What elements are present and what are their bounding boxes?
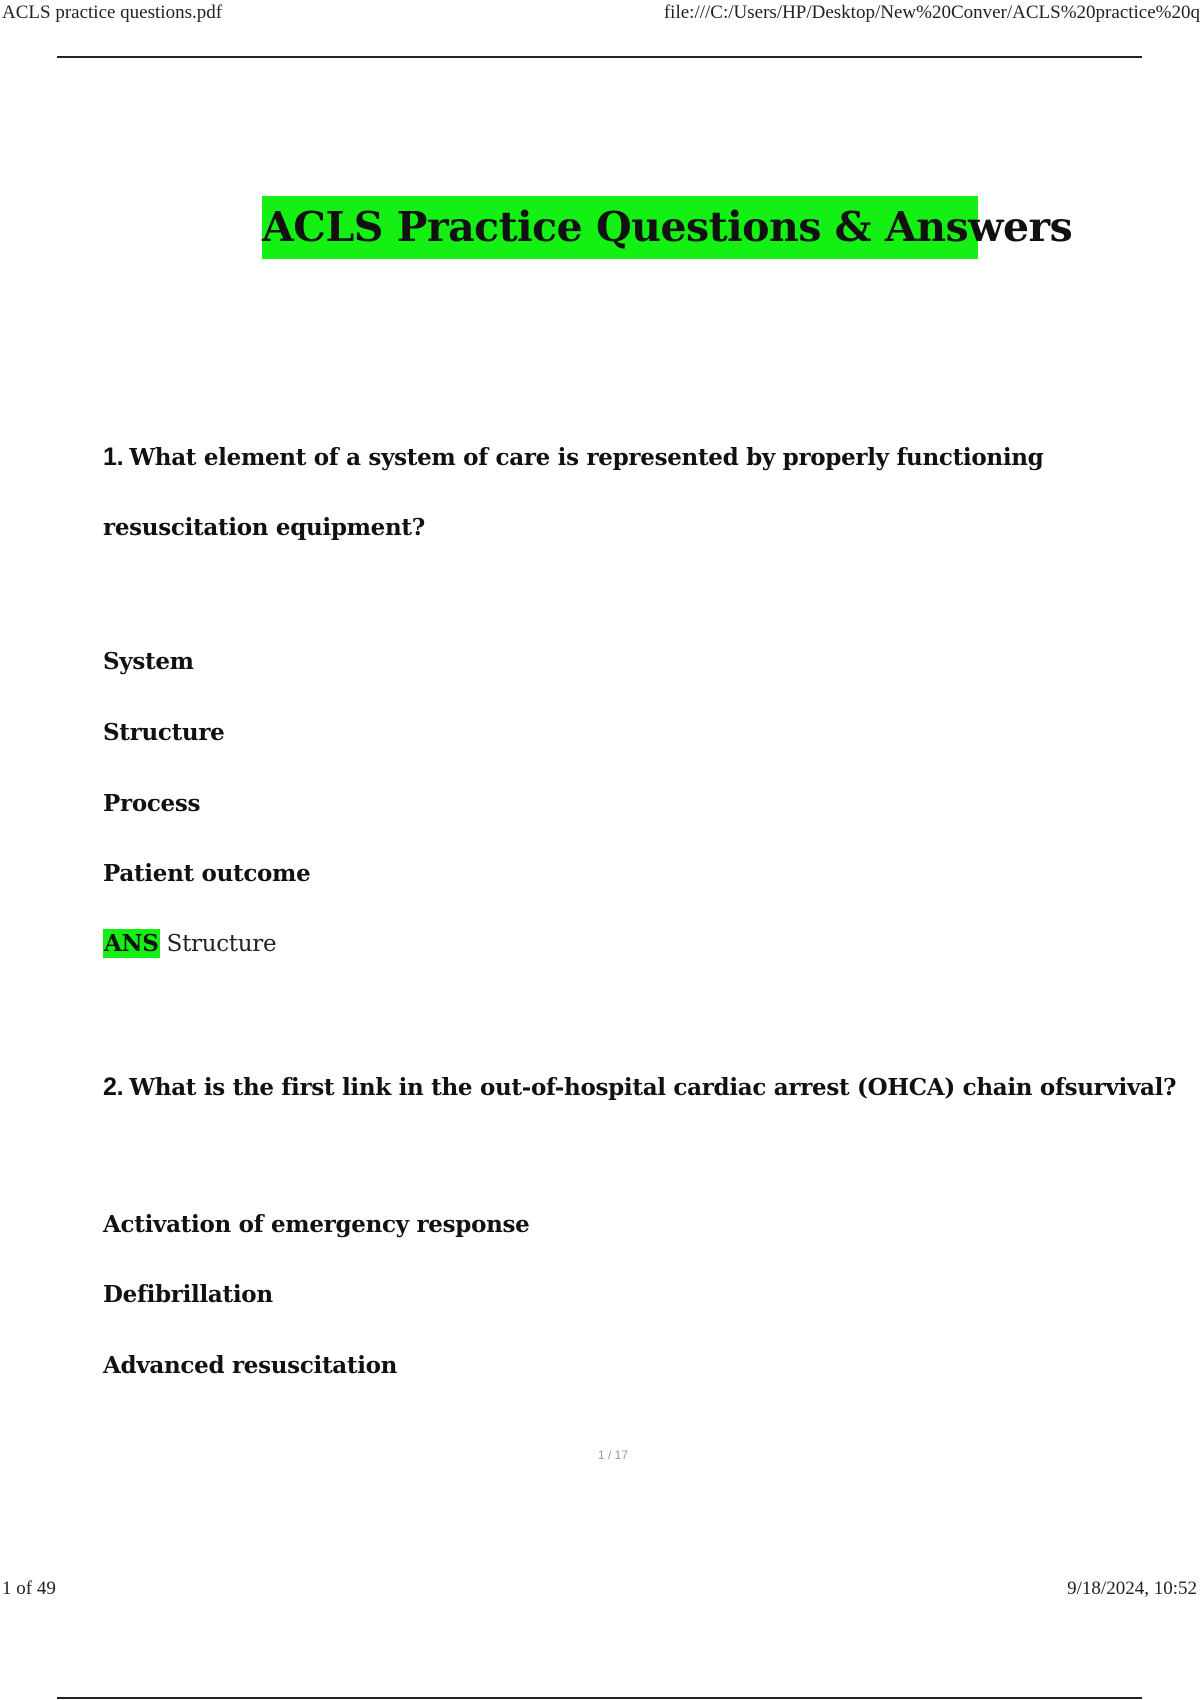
question-2 — [103, 1073, 1176, 1102]
question-1-answer — [103, 930, 276, 958]
question-2-option: Advanced resuscitation — [103, 1352, 398, 1379]
print-header-document-name: ACLS practice questions.pdf — [2, 2, 223, 23]
bottom-divider — [57, 1697, 1142, 1699]
print-header — [0, 0, 1200, 26]
print-footer-page-count: 1 of 49 — [2, 1578, 56, 1599]
page-indicator: 1 / 17 — [597, 1448, 629, 1462]
document-title: ACLS Practice Questions & Answers — [262, 196, 978, 259]
question-1-text-line1: What element of a system of care is represented by properly functioning — [129, 444, 1044, 471]
print-header-file-path: file:///C:/Users/HP/Desktop/New%20Conver/ACLS%20practice%20q — [663, 2, 1200, 23]
question-1-option: Structure — [103, 719, 225, 746]
question-2-option: Activation of emergency response — [103, 1211, 530, 1238]
question-2-option: Defibrillation — [103, 1281, 273, 1308]
question-2-number: 2. — [103, 1073, 124, 1101]
top-divider — [57, 56, 1142, 58]
question-1 — [103, 443, 1043, 472]
answer-text: Structure — [166, 931, 277, 957]
question-1-option: Process — [103, 790, 201, 817]
question-1-option: System — [103, 648, 194, 675]
question-1-text-line2: resuscitation equipment? — [103, 514, 425, 541]
question-2-text-line1: What is the first link in the out-of-hospital cardiac arrest (OHCA) chain ofsurvival? — [129, 1074, 1177, 1101]
answer-tag: ANS — [104, 930, 159, 957]
question-1-option: Patient outcome — [103, 860, 311, 887]
question-1-number: 1. — [103, 443, 124, 471]
print-footer-timestamp: 9/18/2024, 10:52 — [1067, 1578, 1197, 1599]
